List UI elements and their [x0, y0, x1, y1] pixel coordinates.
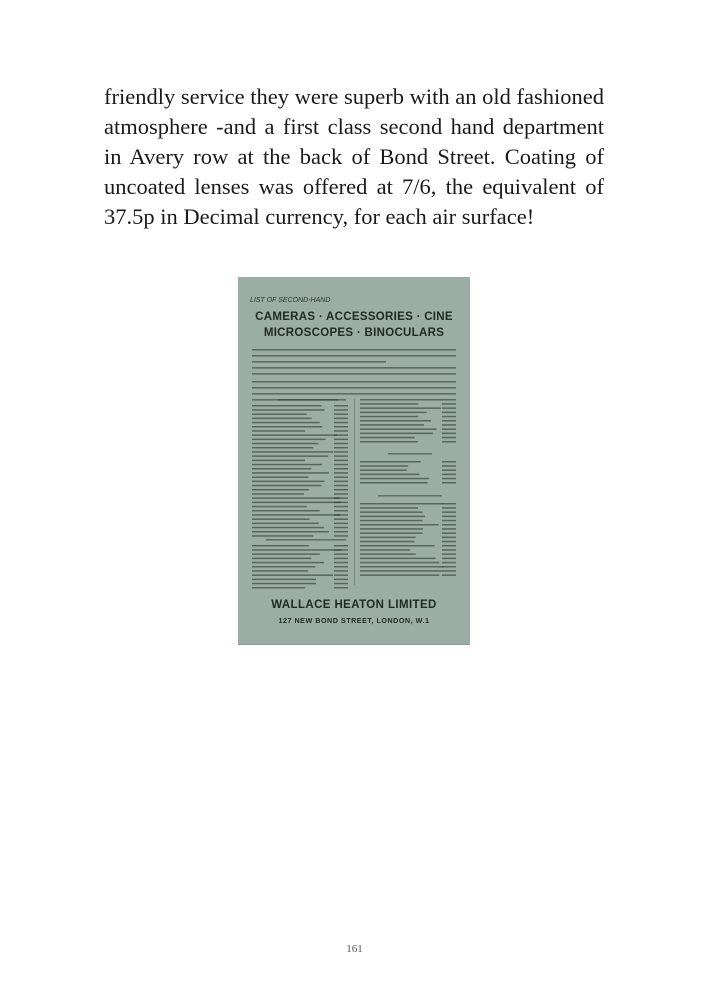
catalogue-address: 127 NEW BOND STREET, LONDON, W.1 — [278, 616, 430, 625]
catalogue-title-line-2: MICROSCOPES · BINOCULARS — [263, 327, 445, 339]
catalogue-scan-image — [238, 277, 470, 645]
catalogue-title-line-1: CAMERAS · ACCESSORIES · CINE — [255, 311, 453, 323]
page-number: 161 — [346, 943, 363, 955]
body-paragraph: friendly service they were superb with an old fashioned atmosphere -and a first class second hand department in Avery row at the back of Bond Street. Coating of uncoated lenses was offered at 7/6, the equivalent of 37.5p in Decimal currency, for each air surface! — [104, 84, 604, 229]
catalogue-header: LIST OF SECOND-HAND — [250, 297, 331, 304]
catalogue-company-name: WALLACE HEATON LIMITED — [271, 599, 437, 611]
